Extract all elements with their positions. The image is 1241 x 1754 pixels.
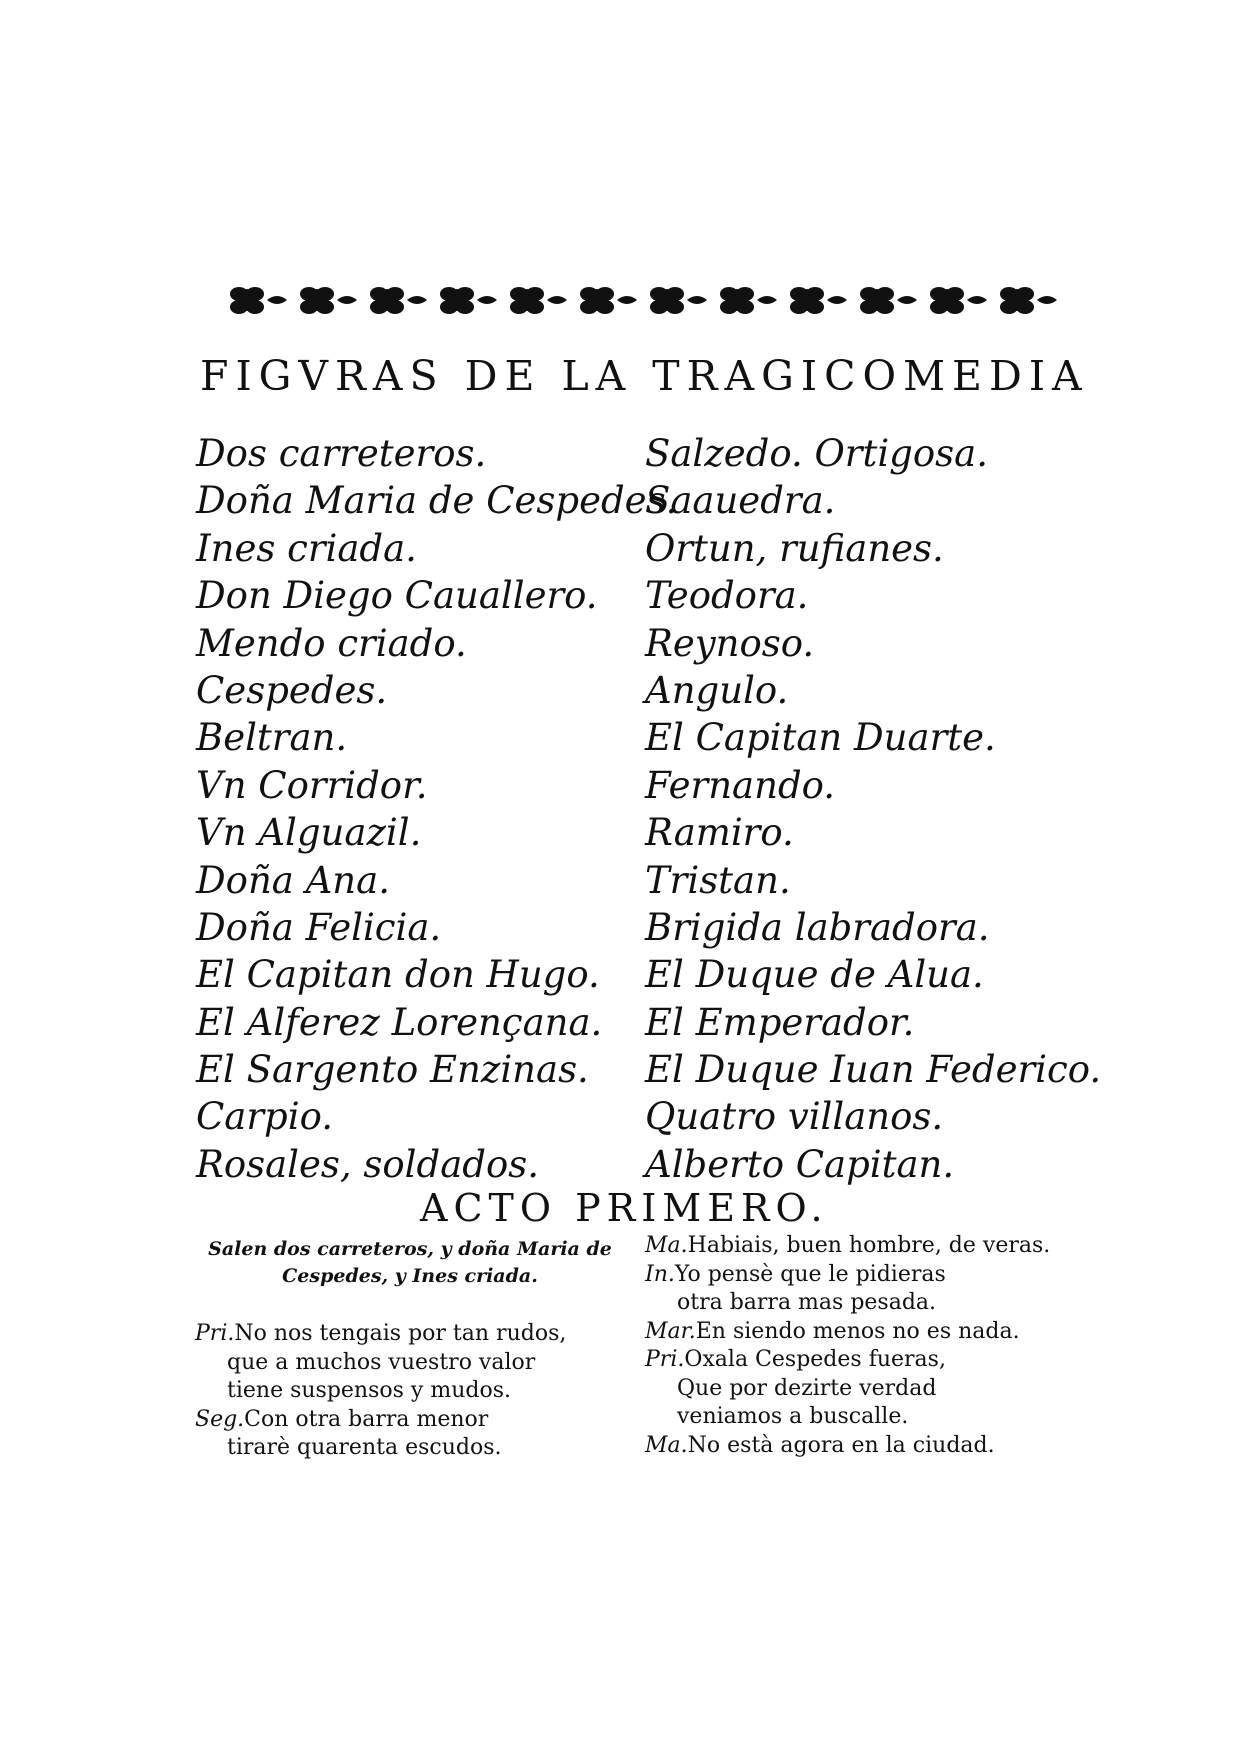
verse-line <box>645 1403 1050 1432</box>
verse-text: tiene suspensos y mudos. <box>227 1378 511 1403</box>
cast-item: Carpio. <box>196 1095 333 1139</box>
speaker-label: Pri. <box>195 1321 235 1346</box>
cast-item: Vn Alguazil. <box>196 811 422 855</box>
verse-column-left <box>195 1320 566 1463</box>
cast-item: Angulo. <box>645 668 789 712</box>
fleuron-petal <box>451 289 463 311</box>
fleuron-petal <box>591 289 603 311</box>
cast-item: Salzedo. Ortigosa. <box>645 432 988 475</box>
speaker-label: Ma. <box>645 1432 688 1458</box>
cast-item: Reynoso. <box>645 621 815 665</box>
verse-line <box>195 1406 566 1435</box>
cast-item: Mendo criado. <box>196 621 467 665</box>
cast-item: Don Diego Cauallero. <box>196 574 598 618</box>
cast-list-left <box>196 430 677 1188</box>
cast-item: Tristan. <box>645 858 791 902</box>
fleuron-unit <box>1000 287 1057 314</box>
fleuron-unit <box>440 287 497 314</box>
cast-item: Vn Corridor. <box>196 763 428 807</box>
fleuron-unit <box>930 287 987 314</box>
fleuron-dot <box>908 297 914 303</box>
cast-item: Teodora. <box>645 574 809 618</box>
fleuron-dot <box>488 297 494 303</box>
speaker-label: Seg. <box>195 1406 245 1432</box>
cast-item: Doña Ana. <box>196 858 390 902</box>
fleuron-dot <box>418 297 424 303</box>
cast-item: Dos carreteros. <box>196 432 487 475</box>
fleuron-dot <box>558 297 564 303</box>
verse-text: que a muchos vuestro valor <box>227 1349 536 1375</box>
fleuron-petal <box>521 289 533 311</box>
fleuron-petal <box>801 289 813 311</box>
fleuron-unit <box>370 287 427 314</box>
cast-item: Doña Felicia. <box>196 905 442 949</box>
cast-item: Alberto Capitan. <box>645 1142 955 1186</box>
fleuron-unit <box>580 287 637 314</box>
fleuron-unit <box>230 287 287 314</box>
cast-item: Fernando. <box>645 763 836 807</box>
verse-line <box>195 1320 566 1349</box>
verse-text: No nos tengais por tan rudos, <box>234 1321 567 1346</box>
fleuron-petal <box>871 289 883 311</box>
speaker-label: Mar. <box>645 1318 696 1344</box>
verse-line <box>645 1346 1050 1375</box>
fleuron-unit <box>510 287 567 314</box>
verse-line <box>645 1261 1050 1290</box>
fleuron-unit <box>720 287 777 314</box>
cast-item: Brigida labradora. <box>645 905 990 949</box>
fleuron-unit <box>300 287 357 314</box>
act-heading: ACTO PRIMERO. <box>420 1186 829 1230</box>
speaker-label: Ma. <box>645 1233 688 1258</box>
fleuron-dot <box>698 297 704 303</box>
cast-list-right <box>645 430 1101 1188</box>
fleuron-dot <box>348 297 354 303</box>
verse-text: tirarè quarenta escudos. <box>227 1435 502 1460</box>
fleuron-dot <box>1048 297 1054 303</box>
verse-column-right <box>645 1232 1050 1460</box>
fleuron-petal <box>381 289 393 311</box>
fleuron-unit <box>860 287 917 314</box>
cast-item: Saauedra. <box>645 479 836 523</box>
fleuron-icon <box>218 270 1058 330</box>
ornamental-border <box>218 270 1058 330</box>
fleuron-dot <box>628 297 634 303</box>
verse-line <box>645 1432 1050 1461</box>
fleuron-unit <box>790 287 847 314</box>
cast-item: El Duque de Alua. <box>645 953 984 997</box>
fleuron-dot <box>978 297 984 303</box>
cast-item: Quatro villanos. <box>645 1095 944 1139</box>
verse-line <box>645 1318 1050 1347</box>
cast-item: Ines criada. <box>196 526 417 570</box>
fleuron-dot <box>838 297 844 303</box>
verse-line <box>645 1289 1050 1318</box>
verse-text: Con otra barra menor <box>244 1406 489 1432</box>
fleuron-dot <box>278 297 284 303</box>
fleuron-dot <box>768 297 774 303</box>
verse-text: En siendo menos no es nada. <box>695 1318 1020 1344</box>
speaker-label: Pri. <box>645 1347 685 1372</box>
cast-item: Rosales, soldados. <box>196 1142 539 1186</box>
verse-text: No està agora en la ciudad. <box>687 1432 995 1458</box>
verse-text: Que por dezirte verdad <box>677 1375 937 1401</box>
fleuron-petal <box>731 289 743 311</box>
cast-item: Cespedes. <box>196 668 388 712</box>
verse-line <box>195 1434 566 1463</box>
verse-line <box>195 1377 566 1406</box>
verse-line <box>195 1349 566 1378</box>
verse-line <box>645 1232 1050 1261</box>
verse-text: Yo pensè que le pidieras <box>674 1261 946 1287</box>
cast-item: El Duque Iuan Federico. <box>645 1048 1102 1092</box>
stage-direction: Salen dos carreteros, y doña Maria de Cespedes, y Ines criada. <box>208 1238 612 1287</box>
page-title: FIGVRAS DE LA TRAGICOMEDIA <box>200 352 1089 400</box>
cast-item: El Emperador. <box>645 1000 915 1044</box>
fleuron-petal <box>311 289 323 311</box>
fleuron-petal <box>1011 289 1023 311</box>
cast-item: El Capitan Duarte. <box>645 716 996 760</box>
fleuron-petal <box>241 289 253 311</box>
cast-item: Beltran. <box>196 716 348 760</box>
cast-item: El Sargento Enzinas. <box>196 1048 589 1092</box>
cast-item: El Alferez Lorençana. <box>196 1000 603 1044</box>
verse-text: Oxala Cespedes fueras, <box>684 1347 946 1372</box>
fleuron-petal <box>941 289 953 311</box>
cast-item: El Capitan don Hugo. <box>196 953 600 997</box>
verse-line <box>645 1375 1050 1404</box>
verse-text: Habiais, buen hombre, de veras. <box>687 1233 1051 1258</box>
cast-item: Ramiro. <box>645 811 794 855</box>
verse-text: otra barra mas pesada. <box>677 1290 937 1315</box>
verse-text: veniamos a buscalle. <box>677 1404 909 1429</box>
fleuron-petal <box>661 289 673 311</box>
cast-item: Ortun, rufianes. <box>645 526 944 570</box>
speaker-label: In. <box>645 1261 675 1287</box>
fleuron-unit <box>650 287 707 314</box>
cast-item: Doña Maria de Cespedes. <box>196 479 678 523</box>
